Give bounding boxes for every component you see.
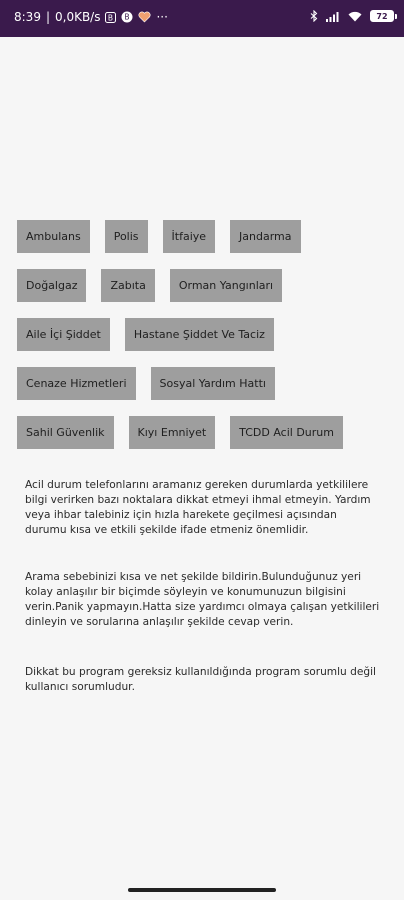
sosyal-yardim-button[interactable]: Sosyal Yardım Hattı [151,367,275,400]
emergency-buttons [17,220,397,465]
status-bar [0,0,404,37]
status-time: 8:39 [14,10,41,24]
dogalgaz-button[interactable]: Doğalgaz [17,269,86,302]
network-speed: 0,0KB/s [55,10,101,24]
zabita-button[interactable]: Zabıta [101,269,154,302]
orman-yanginlari-button[interactable]: Orman Yangınları [170,269,282,302]
info-paragraph-1: Acil durum telefonlarını aramanız gereken durumlarda yetkililere bilgi verirken bazı noktalara dikkat etmeyi ihmal etmeyin. Yardım veya ihbar talebiniz için hızla harekete geçilmesi açısından durumu kısa ve etkili şekilde ifade etmeniz önemlidir. [25,479,371,536]
heart-app-icon [138,11,151,23]
aile-ici-siddet-button[interactable]: Aile İçi Şiddet [17,318,110,351]
status-separator: | [45,10,50,24]
battery-level: 72 [376,11,388,21]
polis-button[interactable]: Polis [105,220,148,253]
button-row-3 [17,318,397,351]
kiyi-emniyet-button[interactable]: Kıyı Emniyet [129,416,216,449]
b-circle-icon [121,11,133,23]
itfaiye-button[interactable]: İtfaiye [163,220,216,253]
status-bar-left [14,10,168,24]
jandarma-button[interactable]: Jandarma [230,220,300,253]
hastane-siddet-button[interactable]: Hastane Şiddet Ve Taciz [125,318,274,351]
b-box-icon [105,12,116,23]
bluetooth-icon [310,10,318,22]
status-bar-right [310,10,394,22]
home-indicator[interactable] [128,888,276,892]
cenaze-hizmetleri-button[interactable]: Cenaze Hizmetleri [17,367,136,400]
svg-text:B: B [108,12,114,22]
button-row-1 [17,220,397,253]
button-row-2 [17,269,397,302]
overflow-dots: ··· [156,10,168,24]
button-row-5 [17,416,397,449]
tcdd-acil-durum-button[interactable]: TCDD Acil Durum [230,416,343,449]
battery-icon [370,10,394,22]
info-paragraph-3: Dikkat bu program gereksiz kullanıldığında program sorumlu değil kullanıcı sorumludur. [25,666,376,693]
wifi-icon [348,11,362,22]
button-row-4 [17,367,397,400]
svg-text:B: B [124,12,131,22]
sahil-guvenlik-button[interactable]: Sahil Güvenlik [17,416,114,449]
info-paragraph-2: Arama sebebinizi kısa ve net şekilde bildirin.Bulunduğunuz yeri kolay anlaşılır bir biçimde söyleyin ve konumunuzun bilgisini verin.Panik yapmayın.Hatta size yardımcı olmaya çalışan yetkilileri dinleyin ve sorularına anlaşılır şekilde cevap verin. [25,571,380,628]
ambulans-button[interactable]: Ambulans [17,220,90,253]
signal-icon [326,11,340,22]
